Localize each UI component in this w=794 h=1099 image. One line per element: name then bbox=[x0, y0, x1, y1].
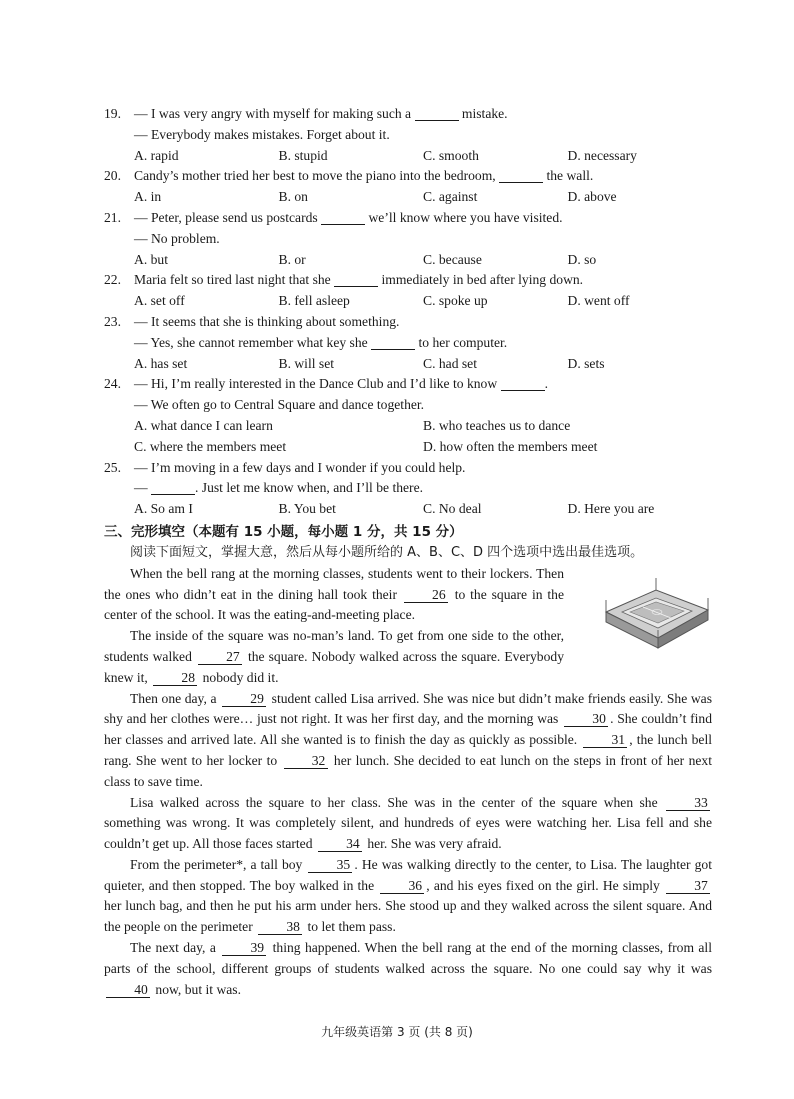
question-number: 19. bbox=[104, 106, 121, 121]
option-b[interactable]: B. You bet bbox=[278, 501, 336, 517]
option-a[interactable]: A. what dance I can learn bbox=[134, 417, 273, 433]
option-a[interactable]: A. rapid bbox=[134, 147, 179, 163]
option-d[interactable]: D. necessary bbox=[567, 147, 637, 163]
paragraph-4: Lisa walked across the square to her class. She was in the center of the square when she 33 something was wrong. It was completely silent, and hundreds of eyes were watching her. Lisa fell and she couldn’t get up. All those faces started 34 her. She was very afraid. bbox=[104, 794, 712, 852]
question-25: 25. — I’m moving in a few days and I wonder if you could help. — . Just let me know when, and I’ll be there. A. So am I B. You bet C. No deal D. Here you are bbox=[104, 458, 712, 520]
options bbox=[104, 250, 712, 271]
option-a[interactable]: A. set off bbox=[134, 293, 185, 309]
options bbox=[104, 354, 712, 375]
answer-blank[interactable] bbox=[415, 106, 459, 121]
question-19: 19. — I was very angry with myself for making such a mistake. — Everybody makes mistakes. Forget about it. A. rapid B. stupid C. smooth D. necessary bbox=[104, 104, 712, 166]
stadium-icon bbox=[596, 572, 714, 654]
cloze-blank-26[interactable]: 26 bbox=[404, 587, 448, 603]
cloze-blank-34[interactable]: 34 bbox=[318, 836, 362, 852]
option-c[interactable]: C. against bbox=[423, 189, 478, 205]
question-number: 20. bbox=[104, 168, 121, 184]
option-a[interactable]: A. in bbox=[134, 189, 162, 205]
paragraph-6: The next day, a 39 thing happened. When the bell rang at the end of the morning classes, from all parts of the school, different groups of students walked across the square. No one could say why it was 40 now, but it was. bbox=[104, 940, 712, 997]
paragraph-3: Then one day, a 29 student called Lisa arrived. She was nice but didn’t make friends easily. She was shy and her clothes were… just not right. It was her first day, and the morning was 30 . She couldn’t find her classes and arrived late. All she wanted is to finish the day as quickly as possible. 31 , the lunch bell rang. She went to her locker to 32 her lunch. She decided to eat lunch on the steps in front of her next class to save time. bbox=[104, 690, 712, 789]
option-b[interactable]: B. stupid bbox=[278, 147, 328, 163]
answer-blank[interactable] bbox=[151, 480, 195, 495]
option-d[interactable]: D. Here you are bbox=[567, 501, 655, 517]
question-24: 24. — Hi, I’m really interested in the Dance Club and I’d like to know . — We often go to Central Square and dance together. A. what dance I can learn B. who teaches us to dance C. where the members meet D. how often the members meet bbox=[104, 374, 712, 457]
option-d[interactable]: D. above bbox=[567, 189, 617, 205]
cloze-blank-30[interactable]: 30 bbox=[564, 711, 608, 727]
answer-blank[interactable] bbox=[499, 168, 543, 183]
cloze-blank-33[interactable]: 33 bbox=[666, 795, 710, 811]
options bbox=[104, 187, 712, 208]
option-c[interactable]: C. smooth bbox=[423, 147, 479, 163]
section-instruction: 阅读下面短文，掌握大意，然后从每小题所给的 A、B、C、D 四个选项中选出最佳选项。 bbox=[130, 544, 644, 560]
cloze-blank-40[interactable]: 40 bbox=[106, 982, 150, 998]
cloze-blank-32[interactable]: 32 bbox=[284, 753, 328, 769]
paragraph-1: When the bell rang at the morning classes, students went to their lockers. Then the ones who didn’t eat in the dining hall took their 26 to the square in the center of the school. It was the eating-and-meeting place. bbox=[104, 565, 564, 623]
question-number: 23. bbox=[104, 313, 121, 329]
options bbox=[104, 146, 712, 167]
option-b[interactable]: B. who teaches us to dance bbox=[423, 417, 571, 433]
option-c[interactable]: C. where the members meet bbox=[134, 438, 287, 454]
option-d[interactable]: D. how often the members meet bbox=[423, 438, 598, 454]
question-21: 21. — Peter, please send us postcards we’ll know where you have visited. — No problem. A. but B. or C. because D. so bbox=[104, 208, 712, 270]
cloze-blank-28[interactable]: 28 bbox=[153, 670, 197, 686]
option-b[interactable]: B. on bbox=[278, 189, 308, 205]
page-footer: 九年级英语第 3 页 (共 8 页) bbox=[321, 1025, 473, 1039]
options bbox=[104, 499, 712, 520]
question-number: 22. bbox=[104, 272, 121, 288]
exam-page bbox=[104, 104, 712, 1000]
options bbox=[104, 416, 712, 437]
cloze-blank-36[interactable]: 36 bbox=[380, 878, 424, 894]
passage bbox=[104, 564, 712, 1001]
options bbox=[104, 437, 712, 458]
question-number: 21. bbox=[104, 209, 121, 225]
cloze-blank-27[interactable]: 27 bbox=[198, 649, 242, 665]
options bbox=[104, 291, 712, 312]
cloze-blank-37[interactable]: 37 bbox=[666, 878, 710, 894]
question-23: 23. — It seems that she is thinking about something. — Yes, she cannot remember what key she to her computer. A. has set B. will set C. had set D. sets bbox=[104, 312, 712, 374]
option-b[interactable]: B. will set bbox=[278, 355, 335, 371]
paragraph-5: From the perimeter*, a tall boy 35 . He was walking directly to the center, to Lisa. The laughter got quieter, and then stopped. The boy walked in the 36 , and his eyes fixed on the girl. He simply 37 her lunch bag, and then he put his arm under hers. She stood up and they walked across the silent square. And the people on the perimeter 38 to let them pass. bbox=[104, 856, 712, 935]
paragraph-2: The inside of the square was no-man’s land. To get from one side to the other, students walked 27 the square. Nobody walked across the square. Everybody knew it, 28 nobody did it. bbox=[104, 628, 564, 685]
option-c[interactable]: C. because bbox=[423, 251, 482, 267]
question-number: 24. bbox=[104, 376, 121, 392]
section-title: 三、完形填空（本题有 15 小题，每小题 1 分，共 15 分） bbox=[104, 523, 463, 540]
option-b[interactable]: B. fell asleep bbox=[278, 293, 350, 309]
cloze-blank-39[interactable]: 39 bbox=[222, 940, 266, 956]
option-d[interactable]: D. sets bbox=[567, 355, 605, 371]
answer-blank[interactable] bbox=[371, 335, 415, 350]
option-a[interactable]: A. So am I bbox=[134, 501, 193, 517]
cloze-blank-29[interactable]: 29 bbox=[222, 691, 266, 707]
answer-blank[interactable] bbox=[501, 376, 545, 391]
cloze-blank-38[interactable]: 38 bbox=[258, 919, 302, 935]
option-c[interactable]: C. had set bbox=[423, 355, 477, 371]
answer-blank[interactable] bbox=[321, 210, 365, 225]
cloze-blank-35[interactable]: 35 bbox=[308, 857, 352, 873]
option-d[interactable]: D. so bbox=[567, 251, 597, 267]
option-c[interactable]: C. No deal bbox=[423, 501, 482, 517]
question-22: 22. Maria felt so tired last night that she immediately in bed after lying down. A. set off B. fell asleep C. spoke up D. went off bbox=[104, 270, 712, 312]
option-a[interactable]: A. has set bbox=[134, 355, 188, 371]
option-a[interactable]: A. but bbox=[134, 251, 168, 267]
question-20: 20. Candy’s mother tried her best to move the piano into the bedroom, the wall. A. in B. on C. against D. above bbox=[104, 166, 712, 208]
question-number: 25. bbox=[104, 459, 121, 475]
option-b[interactable]: B. or bbox=[278, 251, 306, 267]
cloze-blank-31[interactable]: 31 bbox=[583, 732, 627, 748]
option-d[interactable]: D. went off bbox=[567, 293, 630, 309]
answer-blank[interactable] bbox=[334, 272, 378, 287]
option-c[interactable]: C. spoke up bbox=[423, 293, 488, 309]
